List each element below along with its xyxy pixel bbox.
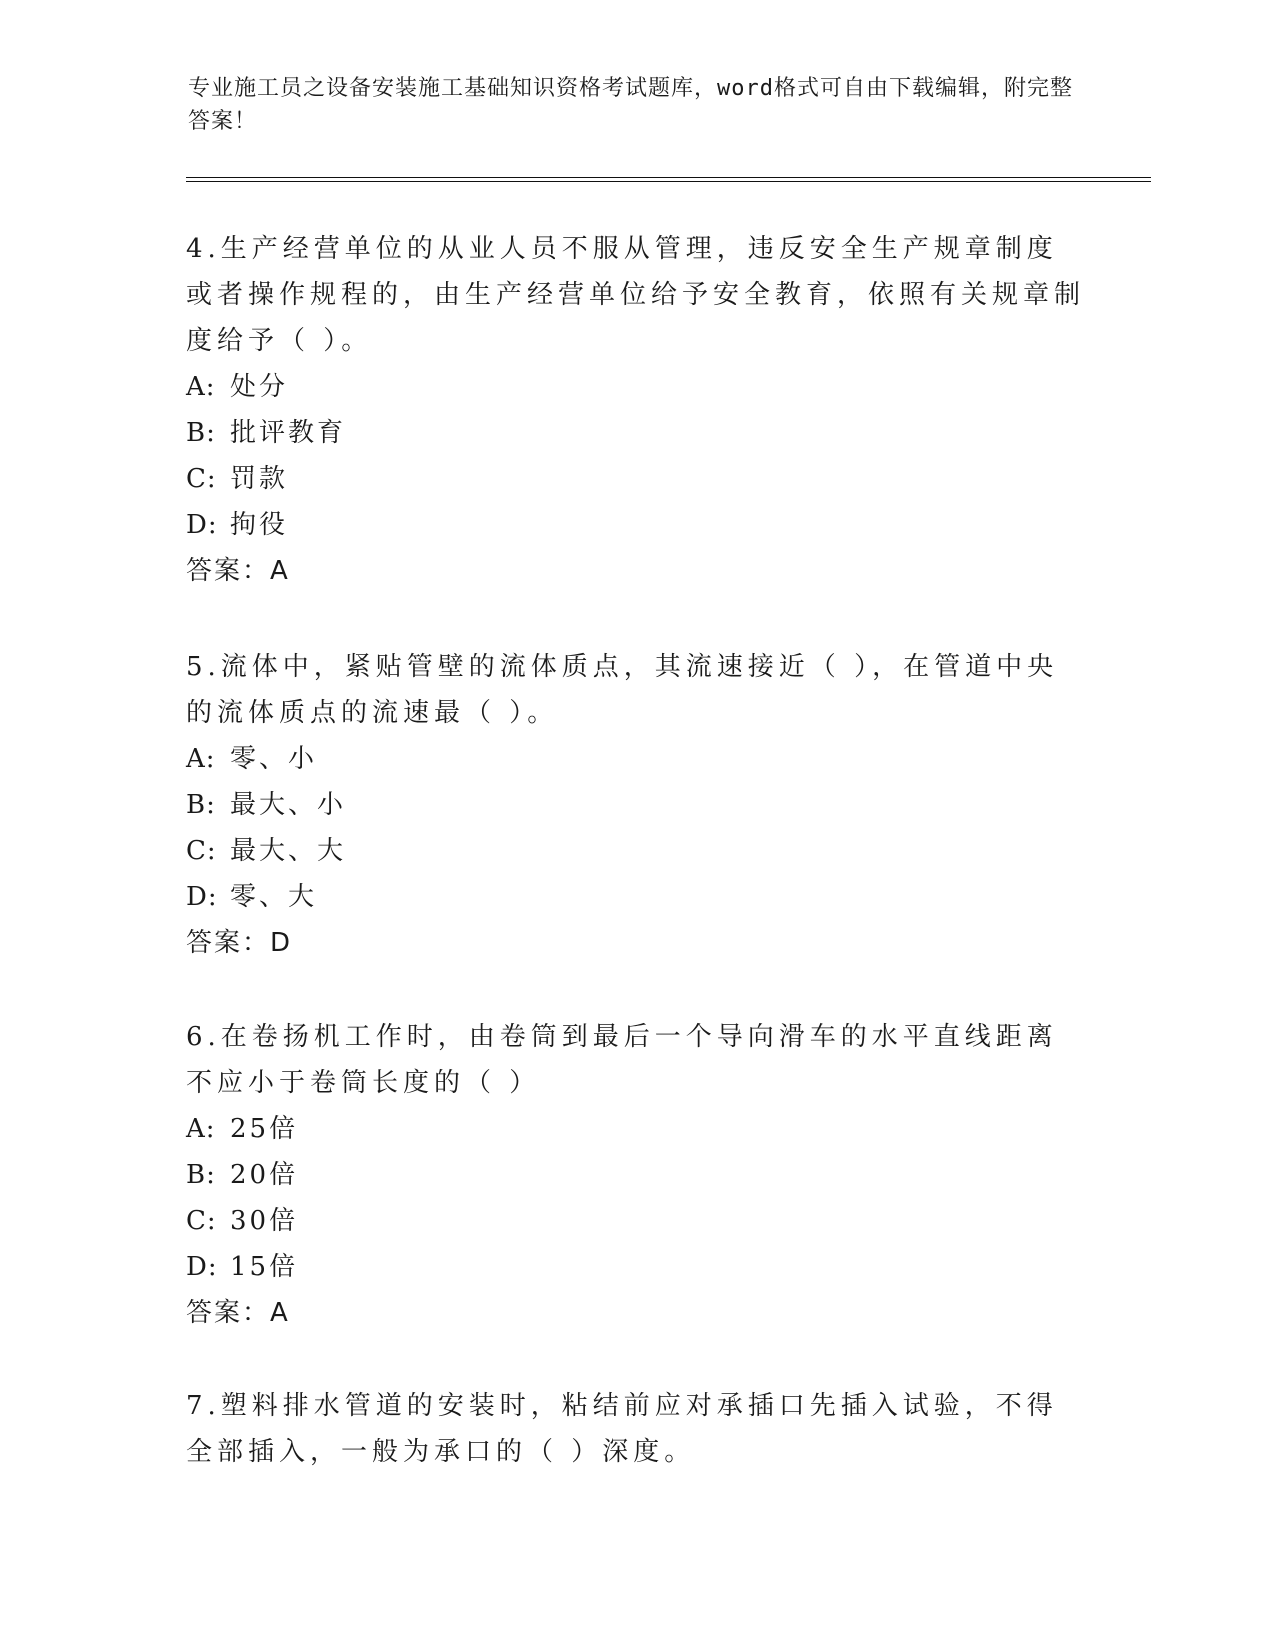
option-letter: D: [186,882,218,912]
option-letter: A: [186,1114,216,1144]
option-letter: C: [186,1206,217,1236]
header-divider [186,177,1151,182]
option-b [186,1152,1086,1198]
question-6 [186,1014,1086,1336]
answer-line: 答案：D [186,928,293,958]
option-text: 最大、大 [230,836,347,866]
option-letter: C: [186,464,217,494]
option-text: 罚款 [230,464,289,494]
question-stem: 5.流体中，紧贴管壁的流体质点，其流速接近（ ），在管道中央的流体质点的流速最（ ）。 [186,652,1059,728]
document-title: 专业施工员之设备安装施工基础知识资格考试题库，word格式可自由下载编辑，附完整答案！ [188,76,1073,134]
option-letter: D: [186,1252,218,1282]
option-letter: B: [186,790,216,820]
option-text: 最大、小 [230,790,347,820]
option-d [186,874,1086,920]
option-text: 拘役 [230,510,289,540]
option-text: 零、小 [230,744,318,774]
option-a [186,736,1086,782]
option-b [186,410,1086,456]
option-text: 15倍 [230,1252,299,1282]
option-text: 25倍 [230,1114,299,1144]
option-text: 批评教育 [230,418,347,448]
question-5 [186,644,1086,966]
option-text: 处分 [230,372,289,402]
question-stem: 7.塑料排水管道的安装时，粘结前应对承插口先插入试验，不得全部插入，一般为承口的（ ）深度。 [186,1391,1058,1467]
option-a [186,364,1086,410]
option-letter: B: [186,418,216,448]
option-letter: A: [186,744,216,774]
option-b [186,782,1086,828]
option-c [186,456,1086,502]
option-text: 20倍 [230,1160,299,1190]
option-text: 零、大 [230,882,318,912]
question-7 [186,1383,1086,1475]
option-c [186,828,1086,874]
option-d [186,1244,1086,1290]
option-letter: C: [186,836,217,866]
answer-line: 答案：A [186,1298,290,1328]
option-text: 30倍 [230,1206,299,1236]
option-d [186,502,1086,548]
question-stem: 4.生产经营单位的从业人员不服从管理，违反安全生产规章制度或者操作规程的，由生产经营单位给予安全教育，依照有关规章制度给予（ ）。 [186,234,1086,356]
option-a [186,1106,1086,1152]
answer-line: 答案：A [186,556,290,586]
question-stem: 6.在卷扬机工作时，由卷筒到最后一个导向滑车的水平直线距离不应小于卷筒长度的（ ） [186,1022,1058,1098]
option-letter: D: [186,510,218,540]
option-letter: A: [186,372,216,402]
page-header [188,72,1088,138]
option-c [186,1198,1086,1244]
question-4 [186,226,1086,594]
option-letter: B: [186,1160,216,1190]
